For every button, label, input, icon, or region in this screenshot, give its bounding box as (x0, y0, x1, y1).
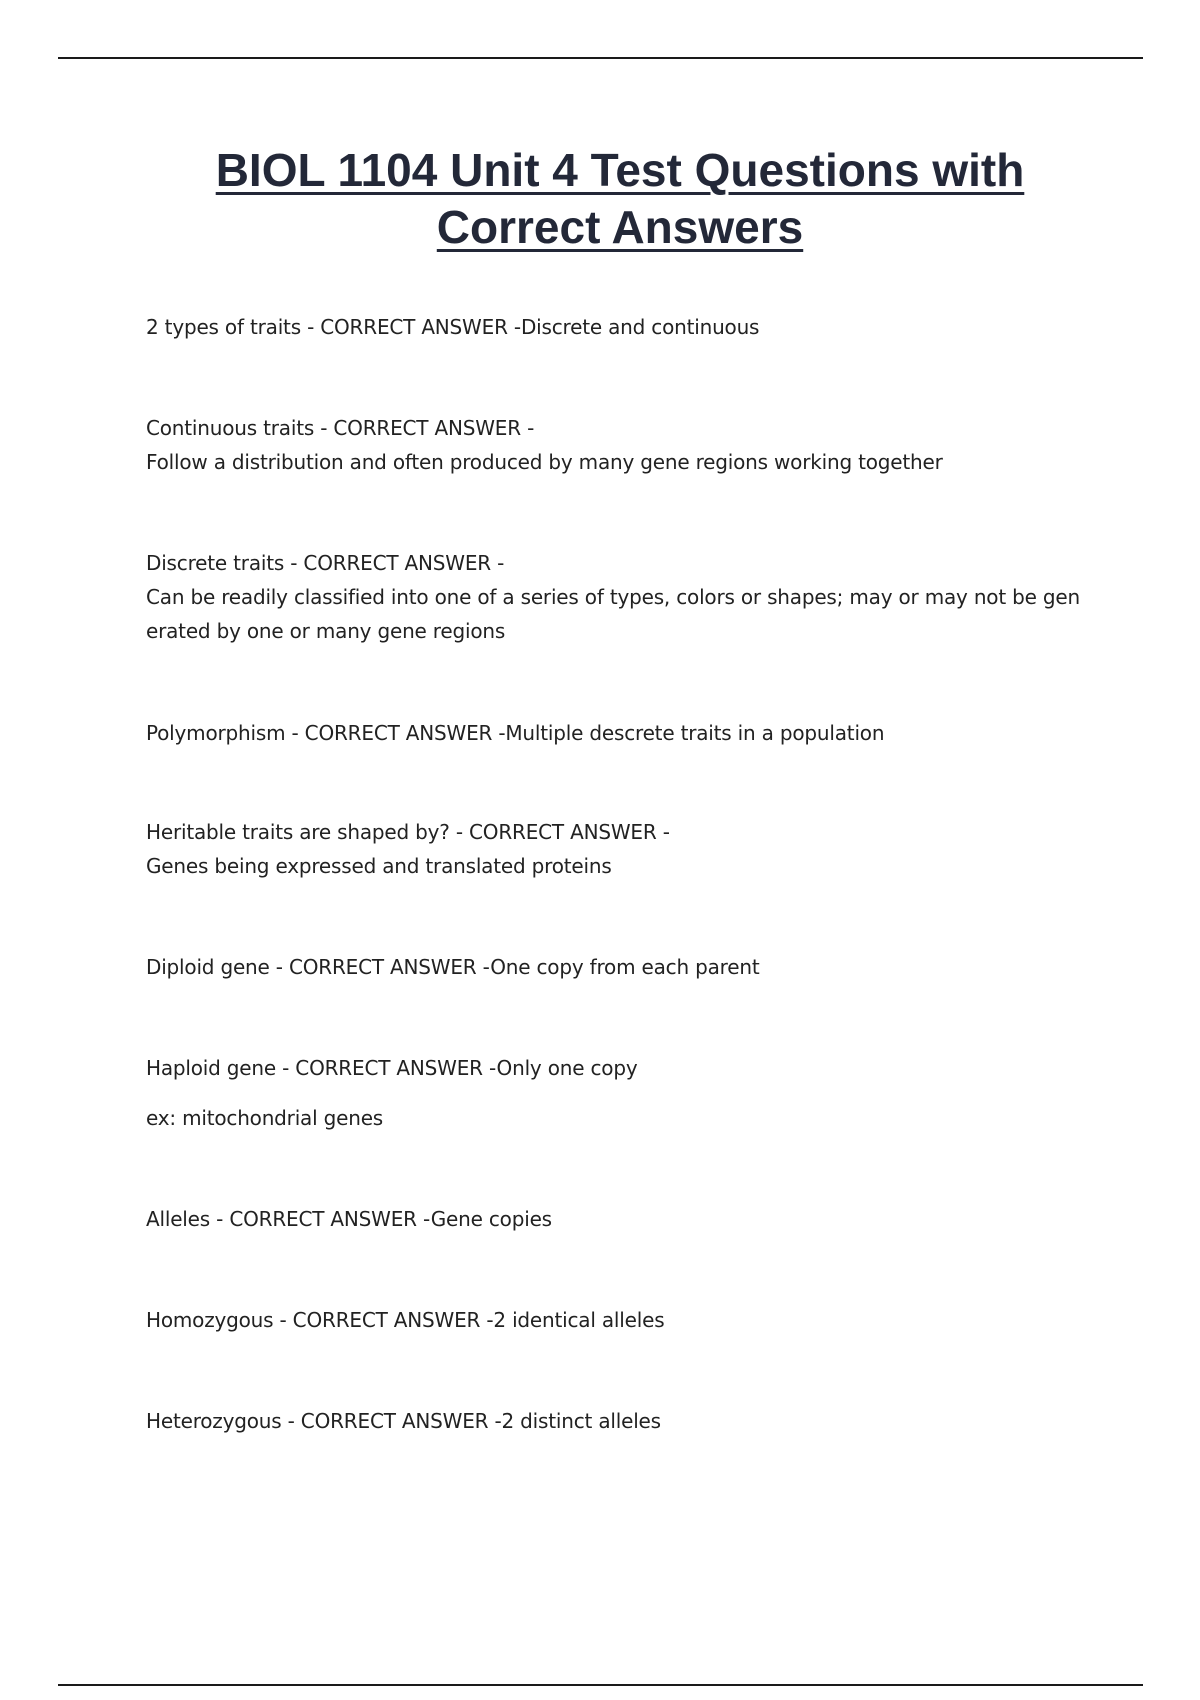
qa-answer: Genes being expressed and translated proteins (146, 854, 612, 878)
qa-item-traits-types (146, 310, 1146, 344)
qa-item-heritable-traits (146, 815, 1146, 883)
qa-item-heterozygous (146, 1404, 1146, 1438)
qa-question: Discrete traits - CORRECT ANSWER - (146, 551, 505, 575)
qa-question: Continuous traits - CORRECT ANSWER - (146, 416, 535, 440)
qa-example: ex: mitochondrial genes (146, 1106, 384, 1130)
qa-item-alleles (146, 1202, 1146, 1236)
qa-item-homozygous (146, 1303, 1146, 1337)
qa-item-haploid-gene (146, 1051, 1146, 1135)
qa-question: Heritable traits are shaped by? - CORRECT ANSWER - (146, 820, 670, 844)
qa-item-discrete-traits (146, 546, 1146, 648)
qa-answer: Can be readily classified into one of a series of types, colors or shapes; may or may not be gen (146, 585, 1080, 609)
qa-item-diploid-gene (146, 950, 1146, 984)
qa-answer: Follow a distribution and often produced by many gene regions working together (146, 450, 943, 474)
qa-question: Alleles - CORRECT ANSWER -Gene copies (146, 1207, 552, 1231)
qa-question: Diploid gene - CORRECT ANSWER -One copy from each parent (146, 955, 760, 979)
qa-question: Homozygous - CORRECT ANSWER -2 identical alleles (146, 1308, 665, 1332)
qa-question: 2 types of traits - CORRECT ANSWER -Discrete and continuous (146, 315, 760, 339)
qa-answer-continued: erated by one or many gene regions (146, 619, 506, 643)
title-line-2: Correct Answers (436, 201, 804, 253)
qa-question: Heterozygous - CORRECT ANSWER -2 distinct alleles (146, 1409, 661, 1433)
qa-question: Polymorphism - CORRECT ANSWER -Multiple descrete traits in a population (146, 721, 885, 745)
document-title (0, 142, 1200, 256)
top-rule (58, 57, 1143, 59)
qa-question: Haploid gene - CORRECT ANSWER -Only one copy (146, 1056, 638, 1080)
qa-item-polymorphism (146, 716, 1146, 750)
qa-item-continuous-traits (146, 411, 1146, 479)
bottom-rule (58, 1684, 1143, 1686)
title-line-1: BIOL 1104 Unit 4 Test Questions with (215, 144, 1025, 196)
